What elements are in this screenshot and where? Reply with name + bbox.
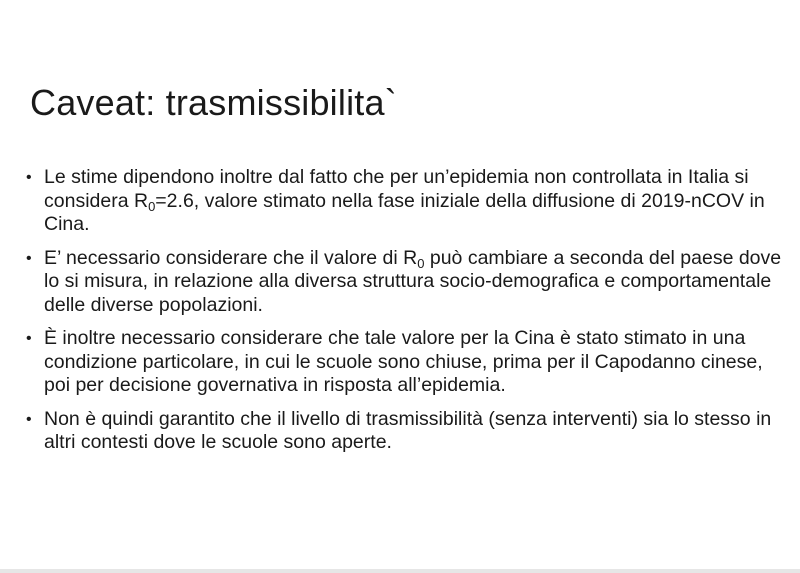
bullet-icon: •	[26, 169, 32, 186]
bullet-item	[24, 327, 784, 398]
bullet-item	[24, 408, 784, 455]
slide-title: Caveat: trasmissibilita`	[30, 82, 397, 123]
subscript: 0	[148, 198, 156, 214]
bullet-icon: •	[26, 330, 32, 347]
bottom-bar	[0, 569, 800, 573]
bullet-item	[24, 166, 784, 237]
bullet-list	[24, 166, 784, 465]
bullet-icon: •	[26, 249, 32, 267]
bullet-text: può cambiare a seconda del paese dove lo si misura, in relazione alla diversa struttura socio-demografica e comportamentale delle diverse popolazioni.	[44, 246, 782, 316]
bullet-text: Le stime dipendono inoltre dal fatto che per un’epidemia non controllata in Italia si considera R	[44, 166, 749, 212]
bullet-text: È inoltre necessario considerare che tale valore per la Cina è stato stimato in una condizione particolare, in cui le scuole sono chiuse, prima per il Capodanno cinese, poi per decisione governativa in risposta all’epidemia.	[44, 327, 763, 396]
bullet-item	[24, 247, 784, 318]
subscript: 0	[417, 255, 425, 271]
bullet-text: =2.6, valore stimato nella fase iniziale della diffusione di 2019-nCOV in Cina.	[44, 189, 765, 235]
bullet-text: Non è quindi garantito che il livello di trasmissibilità (senza interventi) sia lo stesso in altri contesti dove le scuole sono aperte.	[44, 407, 772, 453]
bullet-text: E’ necessario considerare che il valore di R	[44, 246, 418, 269]
bullet-icon: •	[26, 410, 32, 428]
